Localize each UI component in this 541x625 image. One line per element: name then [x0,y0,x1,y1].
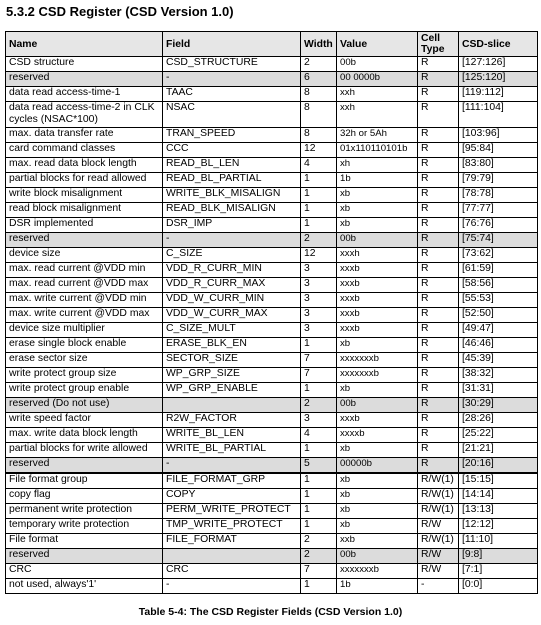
cell-width: 2 [301,549,337,564]
cell-name: temporary write protection [6,519,163,534]
column-header-width: Width [301,32,337,57]
cell-field: WRITE_BLK_MISALIGN [163,188,301,203]
cell-field: VDD_R_CURR_MAX [163,278,301,293]
column-header-value: Value [337,32,418,57]
cell-field: - [163,458,301,474]
csd-register-table [5,31,538,594]
table-row [6,504,538,519]
cell-value: 1b [337,173,418,188]
cell-csd-slice: [31:31] [459,383,538,398]
cell-field: VDD_W_CURR_MAX [163,308,301,323]
cell-name: permanent write protection [6,504,163,519]
cell-value: xb [337,203,418,218]
cell-csd-slice: [45:39] [459,353,538,368]
cell-csd-slice: [119:112] [459,87,538,102]
cell-type: R [418,338,459,353]
cell-field: CSD_STRUCTURE [163,57,301,72]
table-row [6,233,538,248]
table-row [6,263,538,278]
cell-value: xxxb [337,293,418,308]
cell-csd-slice: [13:13] [459,504,538,519]
cell-name: device size multiplier [6,323,163,338]
cell-width: 3 [301,308,337,323]
cell-width: 2 [301,233,337,248]
cell-type: R [418,293,459,308]
cell-width: 2 [301,57,337,72]
cell-type: R [418,218,459,233]
cell-value: xxxb [337,413,418,428]
table-row [6,443,538,458]
cell-width: 3 [301,278,337,293]
cell-name: reserved [6,233,163,248]
cell-value: 00 0000b [337,72,418,87]
section-heading: 5.3.2 CSD Register (CSD Version 1.0) [6,4,234,19]
cell-type: R/W [418,549,459,564]
table-row [6,549,538,564]
cell-type: R [418,173,459,188]
cell-width: 4 [301,428,337,443]
cell-field: - [163,233,301,248]
cell-name: partial blocks for read allowed [6,173,163,188]
cell-value: 32h or 5Ah [337,128,418,143]
cell-name: card command classes [6,143,163,158]
cell-type: R [418,188,459,203]
cell-width: 1 [301,338,337,353]
cell-field: TRAN_SPEED [163,128,301,143]
cell-name: device size [6,248,163,263]
cell-csd-slice: [49:47] [459,323,538,338]
cell-type: R/W(1) [418,473,459,489]
cell-width: 8 [301,128,337,143]
column-header-cell-type: Cell Type [418,32,459,57]
cell-value: 00b [337,398,418,413]
cell-value: xxxxxxxb [337,564,418,579]
cell-field: TMP_WRITE_PROTECT [163,519,301,534]
cell-value: xb [337,473,418,489]
cell-name: write block misalignment [6,188,163,203]
table-row [6,308,538,323]
cell-name: reserved (Do not use) [6,398,163,413]
cell-width: 1 [301,383,337,398]
cell-width: 7 [301,353,337,368]
cell-value: 00b [337,233,418,248]
cell-value: xxxxxxxb [337,368,418,383]
cell-csd-slice: [28:26] [459,413,538,428]
table-row [6,203,538,218]
cell-value: 00b [337,549,418,564]
table-row [6,579,538,594]
cell-value: xxb [337,534,418,549]
cell-name: reserved [6,458,163,474]
cell-width: 3 [301,293,337,308]
cell-width: 1 [301,473,337,489]
table-row [6,173,538,188]
table-row [6,143,538,158]
cell-value: 01x110110101b [337,143,418,158]
cell-field [163,398,301,413]
cell-type: R/W(1) [418,489,459,504]
table-row [6,102,538,128]
cell-field: READ_BL_PARTIAL [163,173,301,188]
cell-field: R2W_FACTOR [163,413,301,428]
table-row [6,158,538,173]
cell-value: xxxxb [337,428,418,443]
cell-type: R [418,203,459,218]
cell-csd-slice: [125:120] [459,72,538,87]
cell-width: 1 [301,173,337,188]
cell-name: not used, always'1' [6,579,163,594]
table-row [6,534,538,549]
cell-width: 1 [301,489,337,504]
cell-csd-slice: [76:76] [459,218,538,233]
cell-value: 1b [337,579,418,594]
cell-width: 1 [301,504,337,519]
cell-name: CSD structure [6,57,163,72]
column-header-csd-slice: CSD-slice [459,32,538,57]
cell-field: C_SIZE [163,248,301,263]
cell-width: 7 [301,368,337,383]
cell-type: R [418,128,459,143]
cell-csd-slice: [0:0] [459,579,538,594]
table-header-row [6,32,538,57]
cell-csd-slice: [11:10] [459,534,538,549]
cell-type: R [418,102,459,128]
cell-field: - [163,579,301,594]
cell-width: 8 [301,87,337,102]
cell-csd-slice: [21:21] [459,443,538,458]
cell-width: 4 [301,158,337,173]
cell-type: R [418,72,459,87]
cell-value: xh [337,158,418,173]
cell-field: CCC [163,143,301,158]
cell-width: 3 [301,263,337,278]
cell-type: R [418,428,459,443]
cell-value: xb [337,383,418,398]
cell-width: 1 [301,203,337,218]
table-row [6,188,538,203]
cell-name: max. read current @VDD max [6,278,163,293]
cell-type: R/W [418,519,459,534]
cell-field: - [163,72,301,87]
cell-csd-slice: [52:50] [459,308,538,323]
cell-field: WP_GRP_SIZE [163,368,301,383]
table-row [6,473,538,489]
cell-field [163,549,301,564]
cell-name: max. read current @VDD min [6,263,163,278]
cell-csd-slice: [111:104] [459,102,538,128]
cell-name: write protect group enable [6,383,163,398]
cell-type: R [418,278,459,293]
cell-name: CRC [6,564,163,579]
cell-field: COPY [163,489,301,504]
cell-value: xb [337,218,418,233]
table-row [6,413,538,428]
cell-csd-slice: [20:16] [459,458,538,474]
cell-csd-slice: [7:1] [459,564,538,579]
cell-field: PERM_WRITE_PROTECT [163,504,301,519]
table-row [6,87,538,102]
cell-type: R [418,248,459,263]
cell-width: 3 [301,323,337,338]
cell-type: R [418,158,459,173]
table-row [6,248,538,263]
cell-type: R/W [418,564,459,579]
cell-csd-slice: [75:74] [459,233,538,248]
cell-name: reserved [6,549,163,564]
cell-csd-slice: [12:12] [459,519,538,534]
cell-width: 12 [301,143,337,158]
table-row [6,458,538,474]
table-row [6,489,538,504]
cell-field: VDD_R_CURR_MIN [163,263,301,278]
cell-csd-slice: [73:62] [459,248,538,263]
column-header-field: Field [163,32,301,57]
cell-type: R [418,443,459,458]
table-caption: Table 5-4: The CSD Register Fields (CSD Version 1.0) [138,606,403,618]
cell-width: 6 [301,72,337,87]
table-row [6,218,538,233]
cell-value: xb [337,338,418,353]
cell-type: R [418,383,459,398]
table-row [6,128,538,143]
cell-field: WRITE_BL_LEN [163,428,301,443]
cell-name: max. data transfer rate [6,128,163,143]
cell-width: 1 [301,218,337,233]
cell-csd-slice: [79:79] [459,173,538,188]
cell-value: xb [337,443,418,458]
cell-value: xxxh [337,248,418,263]
cell-name: DSR implemented [6,218,163,233]
cell-name: read block misalignment [6,203,163,218]
cell-width: 1 [301,519,337,534]
cell-name: partial blocks for write allowed [6,443,163,458]
cell-csd-slice: [95:84] [459,143,538,158]
cell-csd-slice: [127:126] [459,57,538,72]
cell-name: max. read data block length [6,158,163,173]
cell-width: 2 [301,398,337,413]
cell-type: R [418,233,459,248]
table-row [6,323,538,338]
cell-csd-slice: [78:78] [459,188,538,203]
cell-type: R [418,368,459,383]
cell-type: R [418,398,459,413]
cell-name: data read access-time-2 in CLK cycles (NSAC*100) [6,102,163,128]
cell-csd-slice: [30:29] [459,398,538,413]
cell-name: reserved [6,72,163,87]
table-row [6,57,538,72]
cell-type: R [418,87,459,102]
cell-csd-slice: [83:80] [459,158,538,173]
cell-width: 1 [301,443,337,458]
cell-field: WP_GRP_ENABLE [163,383,301,398]
cell-csd-slice: [58:56] [459,278,538,293]
cell-csd-slice: [15:15] [459,473,538,489]
cell-value: xxh [337,102,418,128]
cell-name: erase sector size [6,353,163,368]
cell-csd-slice: [61:59] [459,263,538,278]
cell-name: write speed factor [6,413,163,428]
cell-field: VDD_W_CURR_MIN [163,293,301,308]
column-header-name: Name [6,32,163,57]
cell-value: xxxb [337,323,418,338]
cell-csd-slice: [14:14] [459,489,538,504]
cell-field: ERASE_BLK_EN [163,338,301,353]
cell-name: write protect group size [6,368,163,383]
cell-width: 5 [301,458,337,474]
cell-width: 3 [301,413,337,428]
cell-name: max. write current @VDD max [6,308,163,323]
cell-type: R [418,353,459,368]
cell-csd-slice: [77:77] [459,203,538,218]
cell-value: 00b [337,57,418,72]
cell-field: DSR_IMP [163,218,301,233]
table-row [6,398,538,413]
cell-width: 2 [301,534,337,549]
cell-name: erase single block enable [6,338,163,353]
table-row [6,368,538,383]
table-row [6,353,538,368]
cell-width: 7 [301,564,337,579]
cell-name: copy flag [6,489,163,504]
table-row [6,519,538,534]
cell-value: xxxb [337,263,418,278]
cell-name: max. write current @VDD min [6,293,163,308]
cell-type: R [418,263,459,278]
cell-type: R [418,458,459,474]
cell-width: 1 [301,579,337,594]
cell-value: xb [337,504,418,519]
cell-width: 8 [301,102,337,128]
table-row [6,383,538,398]
cell-name: File format [6,534,163,549]
cell-value: 00000b [337,458,418,474]
cell-value: xb [337,489,418,504]
cell-csd-slice: [9:8] [459,549,538,564]
cell-csd-slice: [25:22] [459,428,538,443]
table-row [6,428,538,443]
table-row [6,293,538,308]
cell-value: xxxb [337,278,418,293]
cell-field: SECTOR_SIZE [163,353,301,368]
cell-type: R [418,143,459,158]
cell-value: xb [337,519,418,534]
cell-csd-slice: [38:32] [459,368,538,383]
cell-type: R [418,57,459,72]
cell-field: FILE_FORMAT_GRP [163,473,301,489]
table-row [6,278,538,293]
cell-field: TAAC [163,87,301,102]
cell-name: max. write data block length [6,428,163,443]
cell-field: READ_BLK_MISALIGN [163,203,301,218]
cell-field: CRC [163,564,301,579]
cell-type: R/W(1) [418,534,459,549]
cell-width: 1 [301,188,337,203]
table-row [6,338,538,353]
cell-field: NSAC [163,102,301,128]
cell-type: R [418,308,459,323]
cell-type: - [418,579,459,594]
cell-type: R [418,413,459,428]
cell-width: 12 [301,248,337,263]
table-row [6,564,538,579]
cell-csd-slice: [46:46] [459,338,538,353]
cell-value: xxxb [337,308,418,323]
cell-field: C_SIZE_MULT [163,323,301,338]
cell-name: data read access-time-1 [6,87,163,102]
cell-csd-slice: [55:53] [459,293,538,308]
cell-type: R [418,323,459,338]
cell-field: READ_BL_LEN [163,158,301,173]
cell-field: FILE_FORMAT [163,534,301,549]
cell-type: R/W(1) [418,504,459,519]
cell-value: xb [337,188,418,203]
cell-csd-slice: [103:96] [459,128,538,143]
cell-field: WRITE_BL_PARTIAL [163,443,301,458]
cell-value: xxh [337,87,418,102]
cell-value: xxxxxxxb [337,353,418,368]
cell-name: File format group [6,473,163,489]
table-row [6,72,538,87]
